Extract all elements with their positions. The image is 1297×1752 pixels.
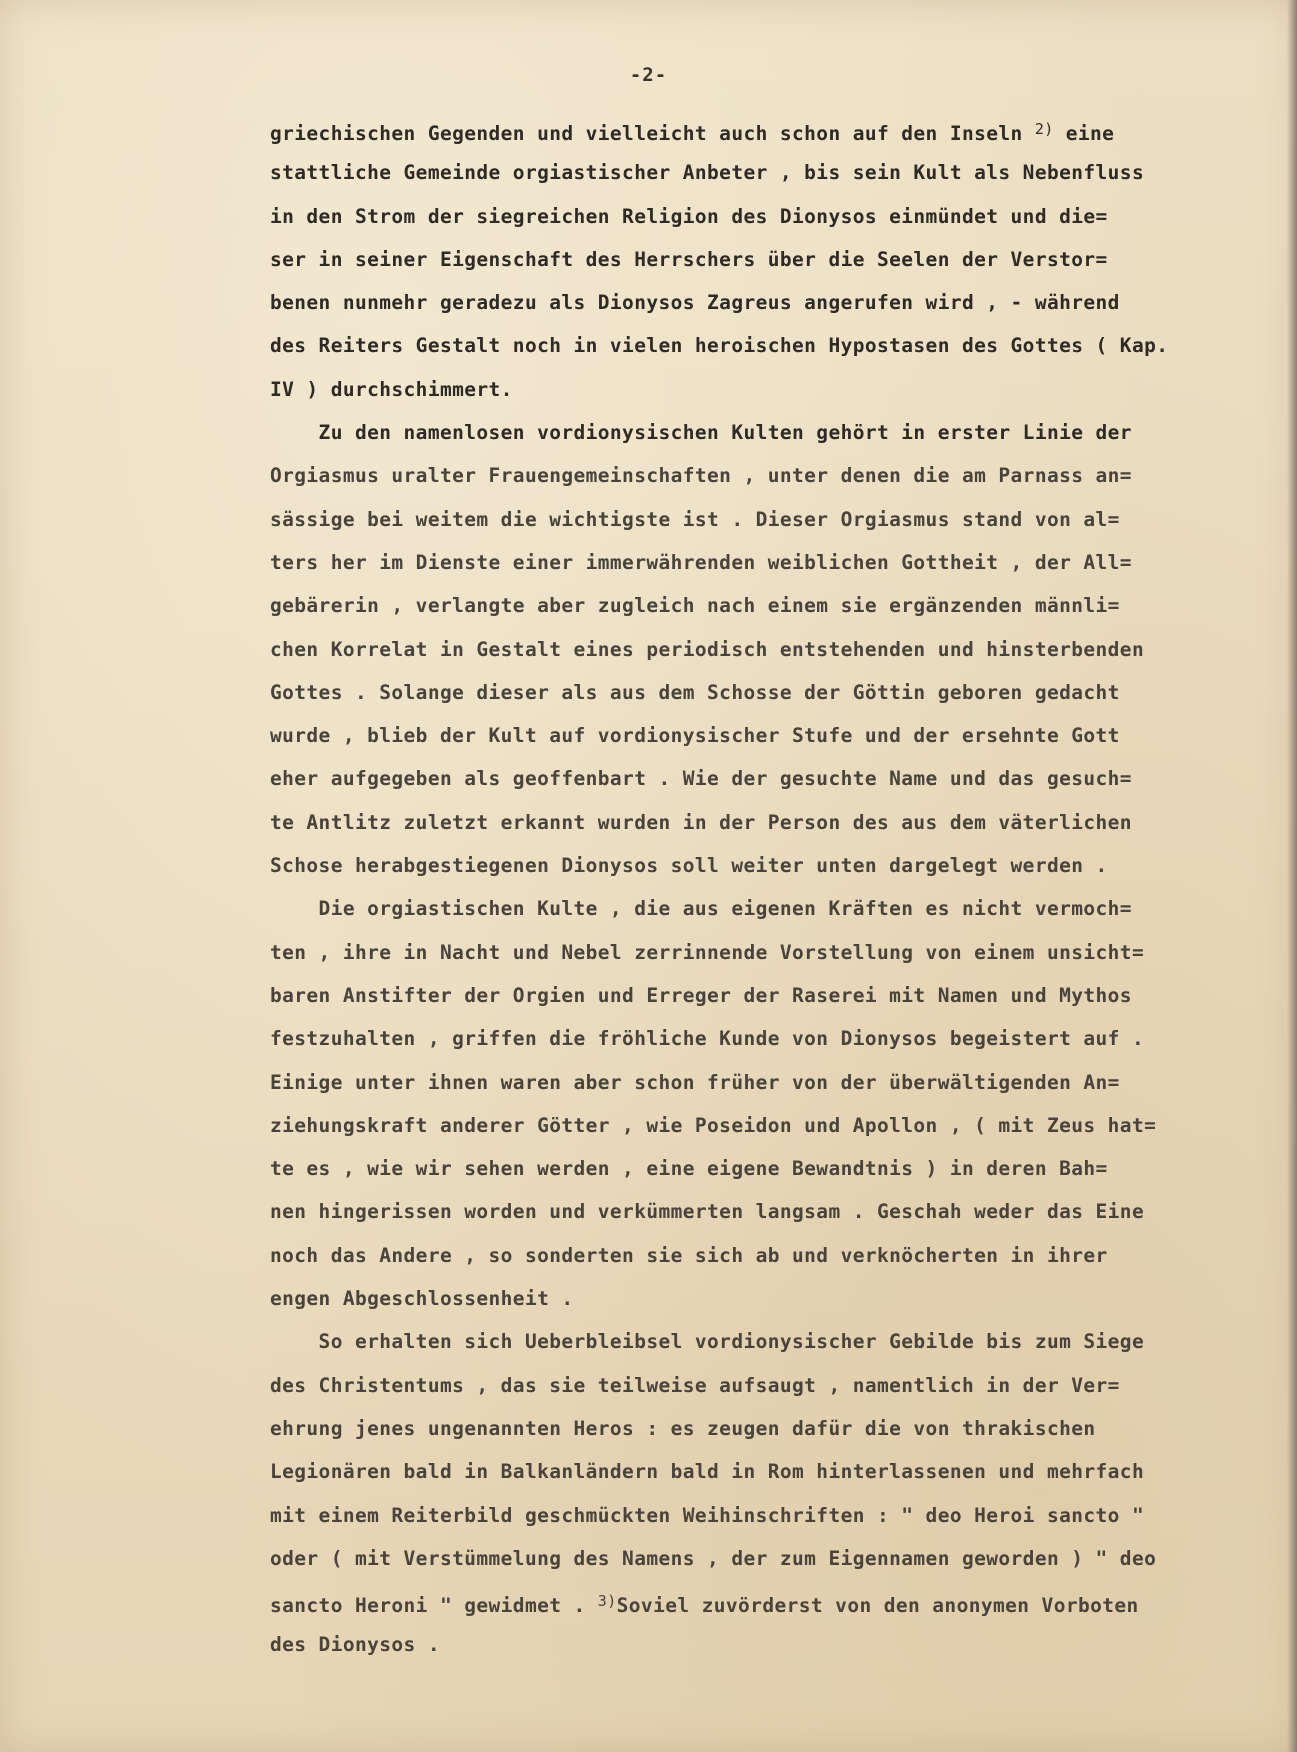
text-line: engen Abgeschlossenheit . [270,1287,574,1311]
text-line: IV ) durchschimmert. [270,377,513,401]
text-line: benen nunmehr geradezu als Dionysos Zagreus angerufen wird , - während [270,291,1120,315]
text-line [270,1580,1290,1623]
body-text [270,108,1290,1667]
text-line: wurde , blieb der Kult auf vordionysischer Stufe und der ersehnte Gott [270,724,1120,748]
page-number: -2- [629,64,668,86]
text-line-content: sancto Heroni " gewidmet . [270,1594,598,1618]
text-line: des Dionysos . [270,1633,440,1657]
text-line: Gottes . Solange dieser als aus dem Schosse der Göttin geboren gedacht [270,680,1120,704]
text-line: baren Anstifter der Orgien und Erreger der Raserei mit Namen und Mythos [270,983,1132,1007]
text-line-continuation: eine [1065,122,1115,145]
text-line: oder ( mit Verstümmelung des Namens , der zum Eigennamen geworden ) " deo [270,1546,1157,1570]
text-line: te es , wie wir sehen werden , eine eigene Bewandtnis ) in deren Bah= [270,1157,1108,1181]
text-line: ehrung jenes ungenannten Heros : es zeugen dafür die von thrakischen [270,1416,1096,1440]
text-line: ziehungskraft anderer Götter , wie Poseidon und Apollon , ( mit Zeus hat= [270,1113,1157,1137]
text-line: festzuhalten , griffen die fröhliche Kunde von Dionysos begeistert auf . [270,1027,1145,1051]
text-line: Legionären bald in Balkanländern bald in Rom hinterlassenen und mehrfach [270,1460,1145,1484]
text-line-continuation: Soviel zuvörderst von den anonymen Vorboten [616,1594,1139,1618]
text-line: des Reiters Gestalt noch in vielen heroischen Hypostasen des Gottes ( Kap. [270,334,1169,358]
text-line: mit einem Reiterbild geschmückten Weihinschriften : " deo Heroi sancto " [270,1503,1145,1527]
paragraph-start-line: Zu den namenlosen vordionysischen Kulten gehört in erster Linie der [270,421,1132,445]
text-line: Orgiasmus uralter Frauengemeinschaften , unter denen die am Parnass an= [270,464,1132,488]
text-line: gebärerin , verlangte aber zugleich nach einem sie ergänzenden männli= [270,594,1120,618]
text-line: des Christentums , das sie teilweise aufsaugt , namentlich in der Ver= [270,1373,1120,1397]
footnote-marker: 3) [597,1592,617,1611]
paragraph-start-line: Die orgiastischen Kulte , die aus eigenen Kräften es nicht vermoch= [270,897,1132,921]
text-line: in den Strom der siegreichen Religion des Dionysos einmündet und die= [270,204,1108,228]
text-line: ten , ihre in Nacht und Nebel zerrinnende Vorstellung von einem unsicht= [270,940,1145,964]
footnote-marker: 2) [1034,120,1054,138]
text-line: ters her im Dienste einer immerwährenden weiblichen Gottheit , der All= [270,550,1132,574]
paragraph-start-line: So erhalten sich Ueberbleibsel vordionysischer Gebilde bis zum Siege [270,1330,1145,1354]
text-line: Schose herabgestiegenen Dionysos soll weiter unten dargelegt werden . [270,854,1108,878]
text-line: nen hingerissen worden und verkümmerten langsam . Geschah weder das Eine [270,1200,1145,1224]
text-line: ser in seiner Eigenschaft des Herrschers über die Seelen der Verstor= [270,247,1108,271]
text-line-content: griechischen Gegenden und vielleicht auch schon auf den Inseln [270,122,1035,145]
text-line: eher aufgegeben als geoffenbart . Wie der gesuchte Name und das gesuch= [270,767,1132,791]
text-line [270,108,1290,151]
text-line: Einige unter ihnen waren aber schon früher von der überwältigenden An= [270,1070,1120,1094]
text-line: te Antlitz zuletzt erkannt wurden in der Person des aus dem väterlichen [270,810,1132,834]
text-line: sässige bei weitem die wichtigste ist . Dieser Orgiasmus stand von al= [270,507,1120,531]
text-line: noch das Andere , so sonderten sie sich ab und verknöcherten in ihrer [270,1243,1108,1267]
text-line: chen Korrelat in Gestalt eines periodisch entstehenden und hinsterbenden [270,637,1145,661]
text-line: stattliche Gemeinde orgiastischer Anbeter , bis sein Kult als Nebenfluss [270,161,1145,185]
